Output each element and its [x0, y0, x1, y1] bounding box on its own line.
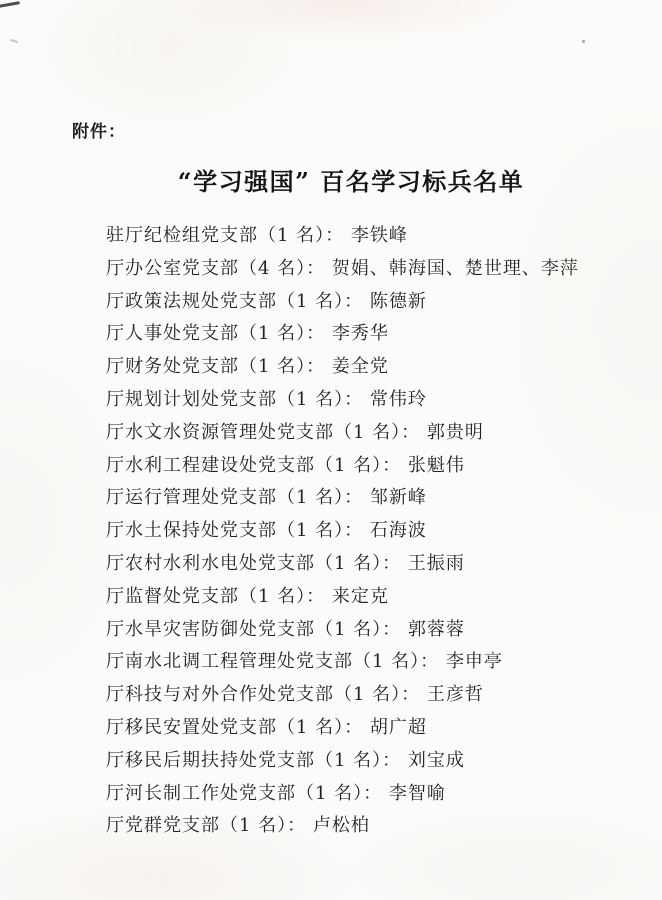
list-item: 厅财务处党支部（1 名）： 姜全党	[106, 356, 389, 378]
list-item: 厅水旱灾害防御处党支部（1 名）： 郭蓉蓉	[106, 618, 465, 640]
attachment-label: 附件：	[72, 122, 126, 142]
awardee-list	[106, 220, 579, 843]
scan-artifact-mark	[10, 39, 18, 43]
list-item: 厅党群党支部（1 名）： 卢松柏	[106, 815, 370, 837]
list-item: 厅人事处党支部（1 名）： 李秀华	[106, 323, 389, 345]
list-item: 厅河长制工作处党支部（1 名）： 李智喻	[106, 782, 446, 804]
list-item: 厅南水北调工程管理处党支部（1 名）： 李申亭	[106, 651, 503, 673]
list-item: 厅水文水资源管理处党支部（1 名）： 郭贵明	[106, 421, 484, 443]
list-item: 驻厅纪检组党支部（1 名）： 李铁峰	[106, 225, 408, 246]
list-item: 厅政策法规处党支部（1 名）： 陈德新	[106, 290, 427, 312]
list-item: 厅办公室党支部（4 名）： 贺娟、韩海国、楚世理、李萍	[106, 257, 579, 279]
list-item: 厅运行管理处党支部（1 名）： 邹新峰	[106, 487, 427, 509]
list-item: 厅水土保持处党支部（1 名）： 石海波	[106, 520, 427, 542]
list-item: 厅水利工程建设处党支部（1 名）： 张魁伟	[106, 454, 465, 476]
list-item: 厅科技与对外合作处党支部（1 名）： 王彦哲	[106, 684, 484, 706]
list-item: 厅规划计划处党支部（1 名）： 常伟玲	[106, 388, 427, 410]
page-title: “学习强国” 百名学习标兵名单	[177, 167, 525, 197]
list-item: 厅监督处党支部（1 名）： 来定克	[106, 585, 389, 607]
list-item: 厅农村水利水电处党支部（1 名）： 王振雨	[106, 552, 465, 574]
list-item: 厅移民后期扶持处党支部（1 名）： 刘宝成	[106, 749, 465, 771]
scan-artifact-dot	[582, 40, 585, 43]
scan-artifact-mark	[0, 1, 20, 8]
list-item: 厅移民安置处党支部（1 名）： 胡广超	[106, 716, 427, 738]
